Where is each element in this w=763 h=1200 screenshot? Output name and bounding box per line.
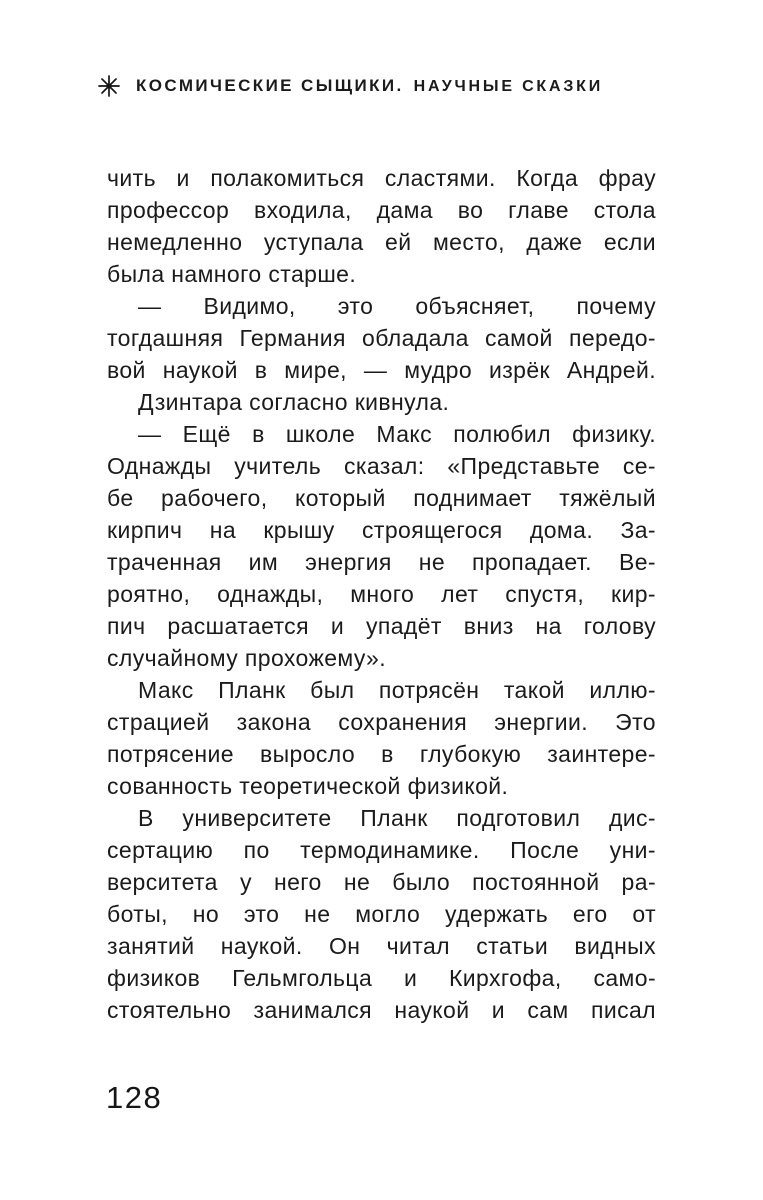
text-line: чить и полакомиться сластями. Когда фрау xyxy=(107,165,656,191)
series-subtitle: НАУЧНЫЕ СКАЗКИ xyxy=(413,78,604,95)
paragraph xyxy=(107,386,656,418)
text-line: случайному прохожему». xyxy=(107,645,387,671)
text-line: тогдашняя Германия обладала самой передо- xyxy=(107,325,656,351)
text-line: потрясение выросло в глубокую заинтере- xyxy=(107,741,656,767)
page-number: 128 xyxy=(106,1080,163,1115)
text-line: бе рабочего, который поднимает тяжёлый xyxy=(107,485,656,511)
text-line: верситета у него не было постоянной ра- xyxy=(107,869,656,895)
running-header xyxy=(97,74,603,98)
text-line: сованность теоретической физикой. xyxy=(107,773,509,799)
paragraph xyxy=(107,802,656,1026)
header-text xyxy=(136,76,603,96)
paragraph xyxy=(107,162,656,290)
text-line: Макс Планк был потрясён такой иллю- xyxy=(138,677,656,703)
paragraph xyxy=(107,418,656,674)
sparkle-star-icon xyxy=(97,74,121,98)
text-line: профессор входила, дама во главе стола xyxy=(107,197,656,223)
page-footer xyxy=(106,1080,162,1116)
text-line: В университете Планк подготовил дис- xyxy=(138,805,656,831)
text-line: стоятельно занимался наукой и сам писал xyxy=(107,997,656,1023)
text-line: Однажды учитель сказал: «Представьте се- xyxy=(107,453,656,479)
body-text xyxy=(107,162,656,1026)
text-line: занятий наукой. Он читал статьи видных xyxy=(107,933,656,959)
text-line: — Видимо, это объясняет, почему xyxy=(138,293,656,319)
paragraph xyxy=(107,290,656,386)
text-line: была намного старше. xyxy=(107,261,357,287)
text-line: немедленно уступала ей место, даже если xyxy=(107,229,656,255)
text-line: роятно, однажды, много лет спустя, кир- xyxy=(107,581,656,607)
text-line: кирпич на крышу строящегося дома. За- xyxy=(107,517,656,543)
paragraph xyxy=(107,674,656,802)
text-line: сертацию по термодинамике. После уни- xyxy=(107,837,656,863)
text-line: пич расшатается и упадёт вниз на голову xyxy=(107,613,656,639)
text-line: траченная им энергия не пропадает. Ве- xyxy=(107,549,656,575)
text-line: боты, но это не могло удержать его от xyxy=(107,901,656,927)
text-line: физиков Гельмгольца и Кирхгофа, само- xyxy=(107,965,656,991)
series-title: КОСМИЧЕСКИЕ СЫЩИКИ. xyxy=(136,76,404,95)
text-line: — Ещё в школе Макс полюбил физику. xyxy=(138,421,656,447)
text-line: вой наукой в мире, — мудро изрёк Андрей. xyxy=(107,357,656,383)
text-line: страцией закона сохранения энергии. Это xyxy=(107,709,656,735)
text-line: Дзинтара согласно кивнула. xyxy=(138,389,450,415)
